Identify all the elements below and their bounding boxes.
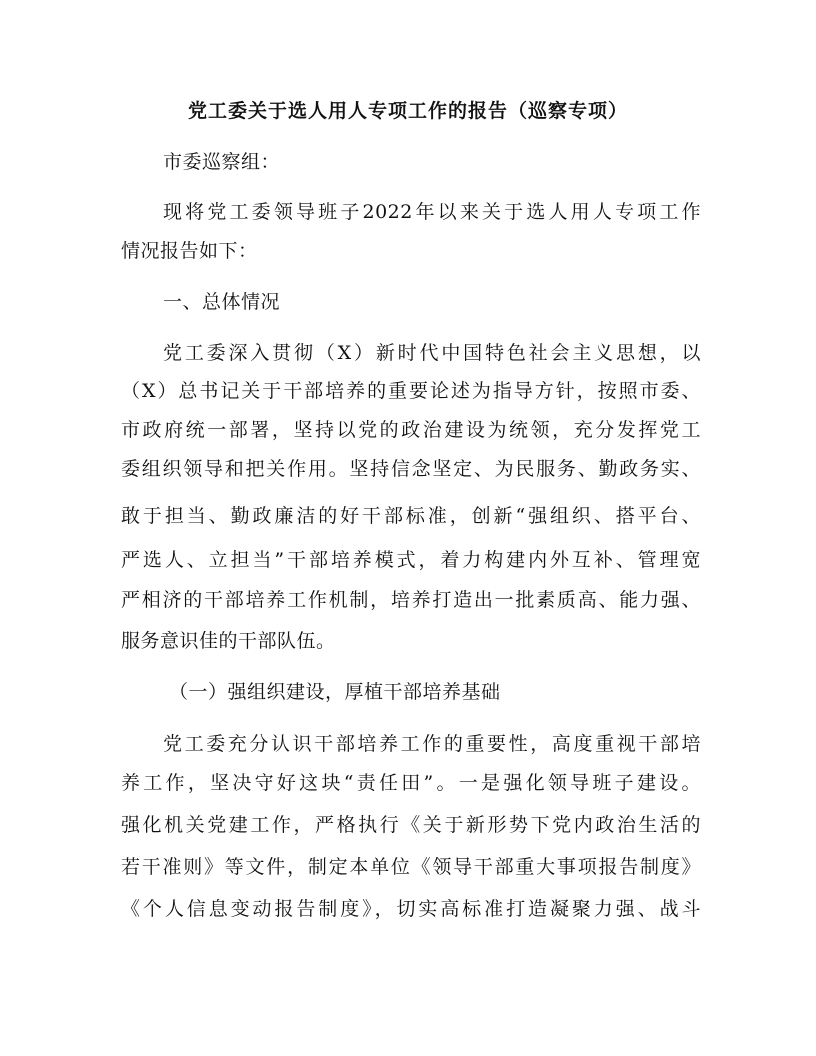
intro-line-2: 情况报告如下： (121, 240, 258, 262)
paragraph-line: 严相济的干部培养工作机制，培养打造出一批素质高、能力强、 (121, 589, 701, 611)
paragraph-line: 党工委深入贯彻（X）新时代中国特色社会主义思想，以 (163, 342, 701, 364)
paragraph-line: （X）总书记关于干部培养的重要论述为指导方针，按照市委、 (121, 380, 701, 402)
paragraph-line: 养工作，坚决守好这块“责任田”。一是强化领导班子建设。 (121, 772, 701, 794)
paragraph-line: 党工委充分认识干部培养工作的重要性，高度重视干部培 (163, 733, 701, 755)
paragraph-line: 若干准则》等文件，制定本单位《领导干部重大事项报告制度》 (121, 856, 701, 878)
intro-line-1: 现将党工委领导班子2022年以来关于选人用人专项工作 (163, 201, 701, 223)
paragraph-line: 市政府统一部署，坚持以党的政治建设为统领，充分发挥党工 (121, 419, 701, 441)
paragraph-line: 敢于担当、勤政廉洁的好干部标准，创新“强组织、搭平台、 (121, 505, 701, 527)
paragraph-line: 服务意识佳的干部队伍。 (121, 630, 336, 652)
paragraph-line: 严选人、立担当”干部培养模式，着力构建内外互补、管理宽 (121, 549, 701, 571)
document-title: 党工委关于选人用人专项工作的报告（巡察专项） (187, 100, 628, 122)
paragraph-line: 强化机关党建工作，严格执行《关于新形势下党内政治生活的 (121, 814, 701, 836)
salutation: 市委巡察组： (163, 151, 281, 173)
paragraph-line: 委组织领导和把关作用。坚持信念坚定、为民服务、勤政务实、 (121, 458, 701, 480)
paragraph-line: 《个人信息变动报告制度》，切实高标准打造凝聚力强、战斗 (121, 898, 701, 920)
section-heading: 一、总体情况 (163, 291, 281, 313)
subsection-heading: （一）强组织建设，厚植干部培养基础 (169, 681, 501, 703)
